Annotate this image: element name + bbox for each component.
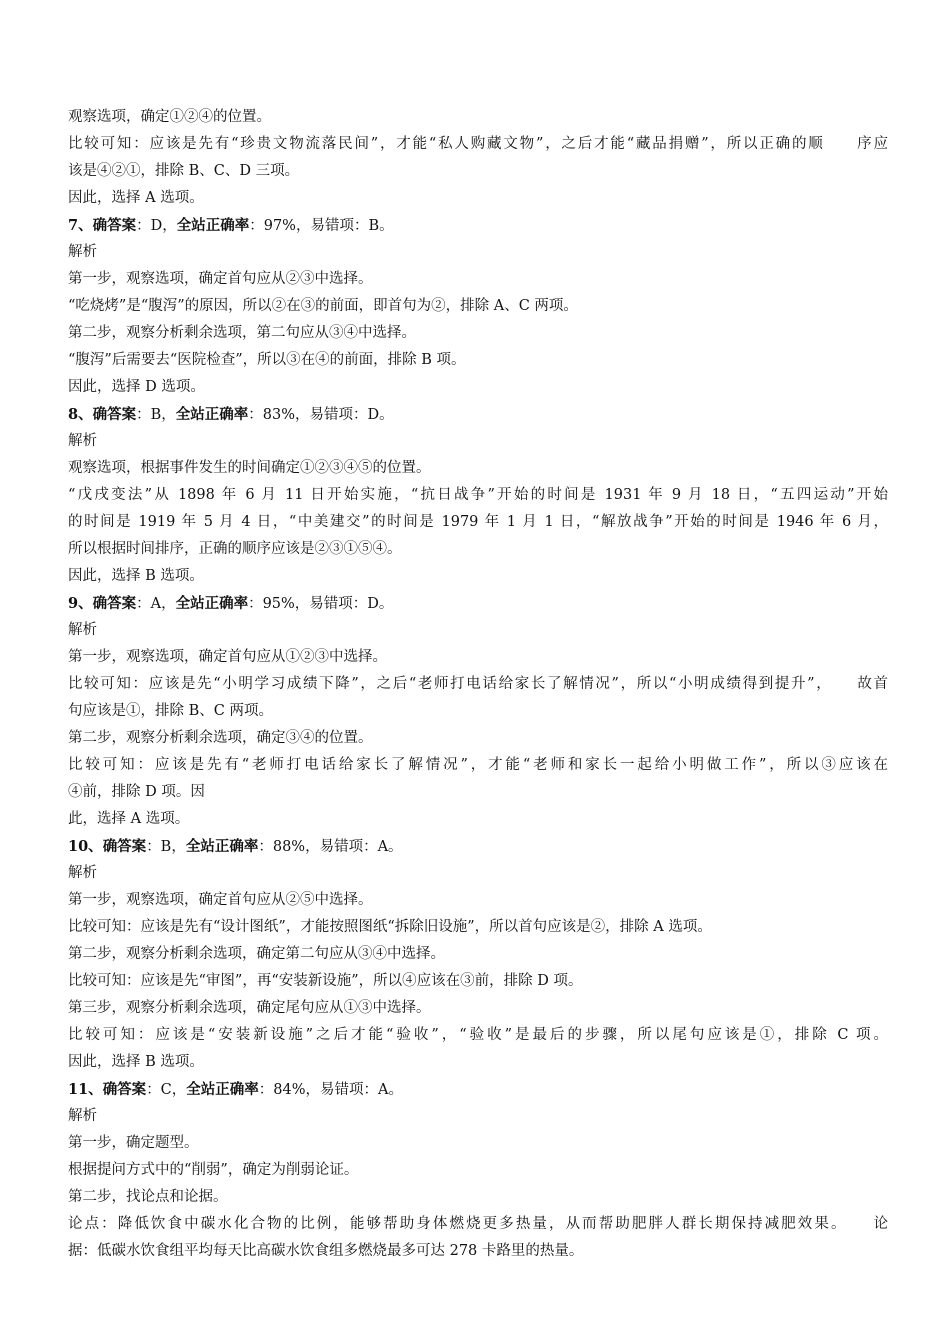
text-line: 因此，选择 B 选项。 bbox=[68, 1054, 204, 1070]
accuracy-label: 全站正确率 bbox=[186, 1081, 259, 1098]
analysis-label: 解析 bbox=[68, 1108, 97, 1124]
analysis-label: 解析 bbox=[68, 865, 97, 881]
question-answer-header bbox=[68, 833, 888, 860]
answer-label: 确答案 bbox=[92, 406, 137, 423]
analysis-label: 解析 bbox=[68, 244, 97, 260]
analysis-label: 解析 bbox=[68, 433, 97, 449]
accuracy-label: 全站正确率 bbox=[175, 406, 249, 423]
answer-value: ：B， bbox=[136, 407, 176, 423]
accuracy-value: ：83%，易错项：D。 bbox=[248, 407, 394, 423]
text-line: 因此，选择 D 选项。 bbox=[68, 379, 205, 395]
text-line: “吃烧烤”是“腹泻”的原因，所以②在③的前面，即首句为②，排除 A、C 两项。 bbox=[68, 298, 578, 314]
text-line: 第一步，观察选项，确定首句应从①②③中选择。 bbox=[68, 649, 387, 665]
accuracy-value: ：88%，易错项：A。 bbox=[258, 839, 403, 855]
text-line: 据：低碳水饮食组平均每天比高碳水饮食组多燃烧最多可达 278 卡路里的热量。 bbox=[68, 1243, 584, 1259]
question-number: 10、 bbox=[68, 838, 103, 855]
answer-label: 确答案 bbox=[102, 838, 147, 855]
text-line: 观察选项，根据事件发生的时间确定①②③④⑤的位置。 bbox=[68, 460, 431, 476]
accuracy-value: ：97%，易错项：B。 bbox=[249, 218, 394, 234]
text-line: “戊戌变法”从 1898 年 6 月 11 日开始实施，“抗日战争”开始的时间是 1931 年 9 月 18 日，“五四运动”开始 bbox=[68, 487, 888, 503]
question-number: 9、 bbox=[68, 595, 93, 612]
text-line: 的时间是 1919 年 5 月 4 日，“中美建交”的时间是 1979 年 1 月 1 日，“解放战争”开始的时间是 1946 年 6 月， bbox=[68, 514, 888, 530]
text-line: 因此，选择 B 选项。 bbox=[68, 568, 204, 584]
text-line: 第二步，观察分析剩余选项，确定第二句应从③④中选择。 bbox=[68, 946, 445, 962]
question-answer-header bbox=[68, 590, 888, 617]
text-line: 比较可知：应该是先有“珍贵文物流落民间”，才能“私人购藏文物”，之后才能“藏品捐赠”，所以正确的顺 序应 bbox=[68, 136, 888, 152]
question-number: 7、 bbox=[68, 217, 93, 234]
question-answer-header bbox=[68, 212, 888, 239]
text-line: “腹泻”后需要去“医院检查”，所以③在④的前面，排除 B 项。 bbox=[68, 352, 466, 368]
text-line: 根据提问方式中的“削弱”，确定为削弱论证。 bbox=[68, 1162, 359, 1178]
answer-value: ：A， bbox=[136, 596, 176, 612]
answer-value: ：D， bbox=[136, 218, 177, 234]
text-line: 因此，选择 A 选项。 bbox=[68, 190, 204, 206]
text-line: 论点：降低饮食中碳水化合物的比例，能够帮助身体燃烧更多热量，从而帮助肥胖人群长期保持减肥效果。 论 bbox=[68, 1216, 888, 1232]
answer-label: 确答案 bbox=[92, 217, 137, 234]
text-line: 第一步，确定题型。 bbox=[68, 1135, 199, 1151]
answer-value: ：B， bbox=[146, 839, 186, 855]
text-line: 句应该是①，排除 B、C 两项。 bbox=[68, 703, 273, 719]
text-line: 该是④②①，排除 B、C、D 三项。 bbox=[68, 163, 300, 179]
text-line: 比较可知：应该是先有“老师打电话给家长了解情况”，才能“老师和家长一起给小明做工作”，所以③应该在 bbox=[68, 757, 888, 773]
text-line: 第一步，观察选项，确定首句应从②③中选择。 bbox=[68, 271, 373, 287]
answer-label: 确答案 bbox=[102, 1081, 147, 1098]
question-answer-header bbox=[68, 401, 888, 428]
answer-value: ：C， bbox=[146, 1082, 187, 1098]
text-line: 此，选择 A 选项。 bbox=[68, 811, 190, 827]
accuracy-label: 全站正确率 bbox=[185, 838, 259, 855]
text-line: 比较可知：应该是先“审图”，再“安装新设施”，所以④应该在③前，排除 D 项。 bbox=[68, 973, 583, 989]
text-line: 第三步，观察分析剩余选项，确定尾句应从①③中选择。 bbox=[68, 1000, 431, 1016]
accuracy-label: 全站正确率 bbox=[176, 217, 250, 234]
text-line: 所以根据时间排序，正确的顺序应该是②③①⑤④。 bbox=[68, 541, 402, 557]
text-line: 观察选项，确定①②④的位置。 bbox=[68, 109, 271, 125]
text-line: 比较可知：应该是“安装新设施”之后才能“验收”，“验收”是最后的步骤，所以尾句应该是①，排除 C 项。 bbox=[68, 1027, 888, 1043]
analysis-label: 解析 bbox=[68, 622, 97, 638]
accuracy-label: 全站正确率 bbox=[175, 595, 249, 612]
accuracy-value: ：84%，易错项：A。 bbox=[258, 1082, 403, 1098]
answer-label: 确答案 bbox=[92, 595, 137, 612]
text-line: 比较可知：应该是先有“设计图纸”，才能按照图纸“拆除旧设施”，所以首句应该是②，排除 A 选项。 bbox=[68, 919, 712, 935]
text-line: 第二步，观察分析剩余选项，第二句应从③④中选择。 bbox=[68, 325, 416, 341]
text-line: ④前，排除 D 项。因 bbox=[68, 784, 205, 800]
question-number: 11、 bbox=[68, 1081, 103, 1098]
text-line: 第二步，观察分析剩余选项，确定③④的位置。 bbox=[68, 730, 373, 746]
text-line: 比较可知：应该是先“小明学习成绩下降”，之后“老师打电话给家长了解情况”，所以“小明成绩得到提升”， 故首 bbox=[68, 676, 888, 692]
question-number: 8、 bbox=[68, 406, 93, 423]
text-line: 第一步，观察选项，确定首句应从②⑤中选择。 bbox=[68, 892, 373, 908]
accuracy-value: ：95%，易错项：D。 bbox=[248, 596, 394, 612]
question-answer-header bbox=[68, 1076, 888, 1103]
document-page bbox=[68, 104, 888, 1265]
text-line: 第二步，找论点和论据。 bbox=[68, 1189, 228, 1205]
